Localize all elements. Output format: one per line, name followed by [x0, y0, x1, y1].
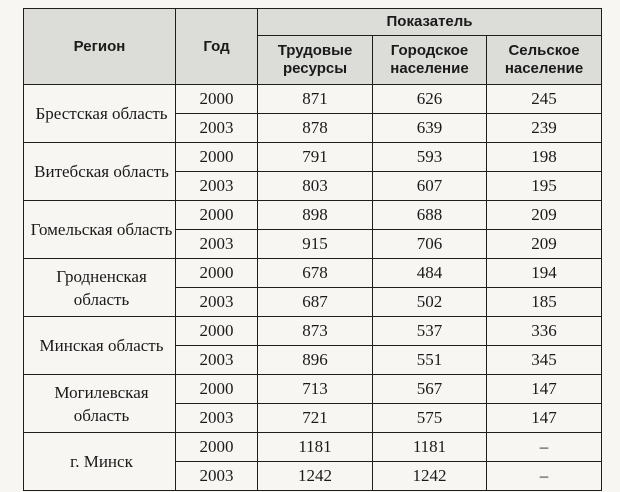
year-cell: 2000	[176, 143, 258, 172]
rural-cell: 245	[487, 85, 602, 114]
labor-cell: 803	[258, 172, 373, 201]
urban-cell: 502	[373, 288, 487, 317]
urban-cell: 567	[373, 375, 487, 404]
table-row	[24, 375, 602, 404]
year-cell: 2003	[176, 230, 258, 259]
table-row	[24, 317, 602, 346]
rural-cell: 345	[487, 346, 602, 375]
labor-cell: 713	[258, 375, 373, 404]
urban-cell: 626	[373, 85, 487, 114]
region-cell: Могилевская область	[24, 375, 176, 433]
urban-cell: 1181	[373, 433, 487, 462]
header-rural-population: Сельское население	[487, 36, 602, 85]
region-cell: Брестская область	[24, 85, 176, 143]
rural-cell: 239	[487, 114, 602, 143]
table-container	[23, 8, 602, 491]
labor-cell: 896	[258, 346, 373, 375]
table-row	[24, 143, 602, 172]
year-cell: 2000	[176, 201, 258, 230]
labor-cell: 873	[258, 317, 373, 346]
year-cell: 2000	[176, 259, 258, 288]
urban-cell: 639	[373, 114, 487, 143]
labor-cell: 898	[258, 201, 373, 230]
year-cell: 2003	[176, 114, 258, 143]
urban-cell: 537	[373, 317, 487, 346]
labor-cell: 871	[258, 85, 373, 114]
labor-cell: 1181	[258, 433, 373, 462]
urban-cell: 706	[373, 230, 487, 259]
rural-cell: 147	[487, 404, 602, 433]
rural-cell: 336	[487, 317, 602, 346]
header-indicator: Показатель	[258, 9, 602, 36]
rural-cell: –	[487, 433, 602, 462]
year-cell: 2000	[176, 85, 258, 114]
rural-cell: 209	[487, 201, 602, 230]
year-cell: 2000	[176, 433, 258, 462]
labor-cell: 721	[258, 404, 373, 433]
rural-cell: 194	[487, 259, 602, 288]
urban-cell: 1242	[373, 462, 487, 491]
year-cell: 2003	[176, 346, 258, 375]
rural-cell: –	[487, 462, 602, 491]
urban-cell: 484	[373, 259, 487, 288]
region-cell: Гродненская область	[24, 259, 176, 317]
year-cell: 2000	[176, 317, 258, 346]
urban-cell: 688	[373, 201, 487, 230]
table-row	[24, 259, 602, 288]
header-labor-resources: Трудовые ресурсы	[258, 36, 373, 85]
urban-cell: 607	[373, 172, 487, 201]
population-table	[23, 8, 602, 491]
header-region: Регион	[24, 9, 176, 85]
labor-cell: 687	[258, 288, 373, 317]
urban-cell: 593	[373, 143, 487, 172]
year-cell: 2003	[176, 172, 258, 201]
rural-cell: 198	[487, 143, 602, 172]
rural-cell: 185	[487, 288, 602, 317]
labor-cell: 678	[258, 259, 373, 288]
table-row	[24, 201, 602, 230]
urban-cell: 575	[373, 404, 487, 433]
year-cell: 2000	[176, 375, 258, 404]
region-cell: Минская область	[24, 317, 176, 375]
rural-cell: 209	[487, 230, 602, 259]
table-row	[24, 85, 602, 114]
region-cell: г. Минск	[24, 433, 176, 491]
rural-cell: 195	[487, 172, 602, 201]
header-year: Год	[176, 9, 258, 85]
labor-cell: 1242	[258, 462, 373, 491]
year-cell: 2003	[176, 288, 258, 317]
labor-cell: 915	[258, 230, 373, 259]
labor-cell: 791	[258, 143, 373, 172]
year-cell: 2003	[176, 404, 258, 433]
labor-cell: 878	[258, 114, 373, 143]
year-cell: 2003	[176, 462, 258, 491]
urban-cell: 551	[373, 346, 487, 375]
region-cell: Гомельская область	[24, 201, 176, 259]
table-row	[24, 433, 602, 462]
rural-cell: 147	[487, 375, 602, 404]
header-urban-population: Городское население	[373, 36, 487, 85]
region-cell: Витебская область	[24, 143, 176, 201]
